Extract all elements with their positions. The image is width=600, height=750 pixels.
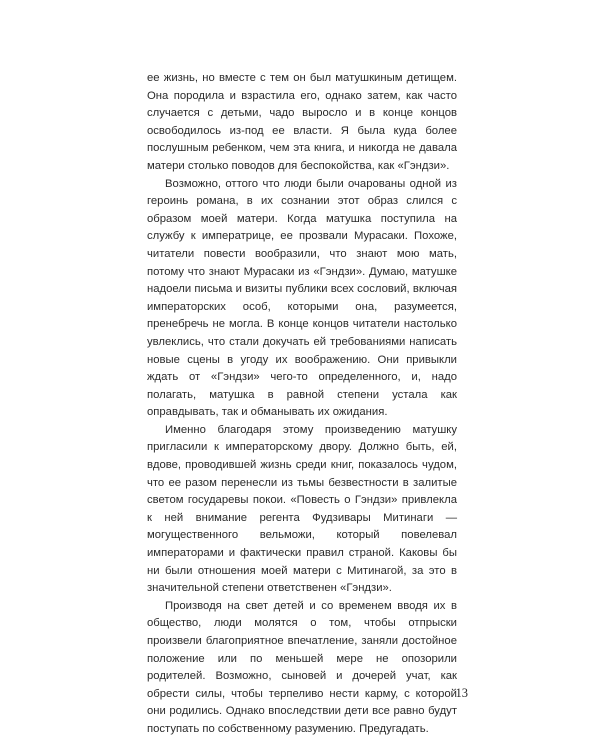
paragraph-4: Производя на свет детей и со временем вводя их в общество, люди молятся о том, чтобы отпрыски произвели благоприятное впечатление, заняли достойное положение или по меньшей мере не опозорили родителей. Возможно, сыновей и дочерей учат, как обрести силы, чтобы терпеливо нести карму, с которой они родились. Однако впоследствии дети все равно будут поступать по собственному разумению. Предугадать. <box>147 599 457 735</box>
page-number: 13 <box>455 686 468 700</box>
paragraph-3: Именно благодаря этому произведению матушку пригласили к императорскому двору. Должно быть, ей, вдове, проводившей жизнь среди книг, показалось чудом, что ее разом перенесли из тьмы безвестности в залитые светом государевы покои. «Повесть о Гэндзи» привлекла к ней внимание регента Фудзивары Митинаги — могущественного вельможи, который повелевал императорами и фактически правил страной. Каковы бы ни были отношения моей матери с Митинагой, за это в значительной степени ответственен «Гэндзи». <box>147 423 457 595</box>
paragraph-1: ее жизнь, но вместе с тем он был матушкиным детищем. Она породила и взрастила его, однако затем, как часто случается с детьми, чадо выросло и в конце концов освободилось из-под ее власти. Я была куда более послушным ребенком, чем эта книга, и никогда не давала матери столько поводов для беспокойства, как «Гэндзи». <box>147 72 457 172</box>
paragraph-2: Возможно, оттого что люди были очарованы одной из героинь романа, в их сознании этот образ слился с образом моей матери. Когда матушка поступила на службу к императрице, ее прозвали Мурасаки. Похоже, читатели повести вообразили, что знают мою мать, потому что знают Мурасаки из «Гэндзи». Думаю, матушке надоели письма и визиты публики всех сословий, включая императорских особ, которыми она, разумеется, пренебречь не могла. В конце концов читатели настолько увлеклись, что стали докучать ей требованиями написать новые сцены в угоду их воображению. Они привыкли ждать от «Гэндзи» чего-то определенного, и, надо полагать, матушка в равной степени устала как оправдывать, так и обманывать их ожидания. <box>147 177 457 419</box>
body-text <box>147 70 457 739</box>
